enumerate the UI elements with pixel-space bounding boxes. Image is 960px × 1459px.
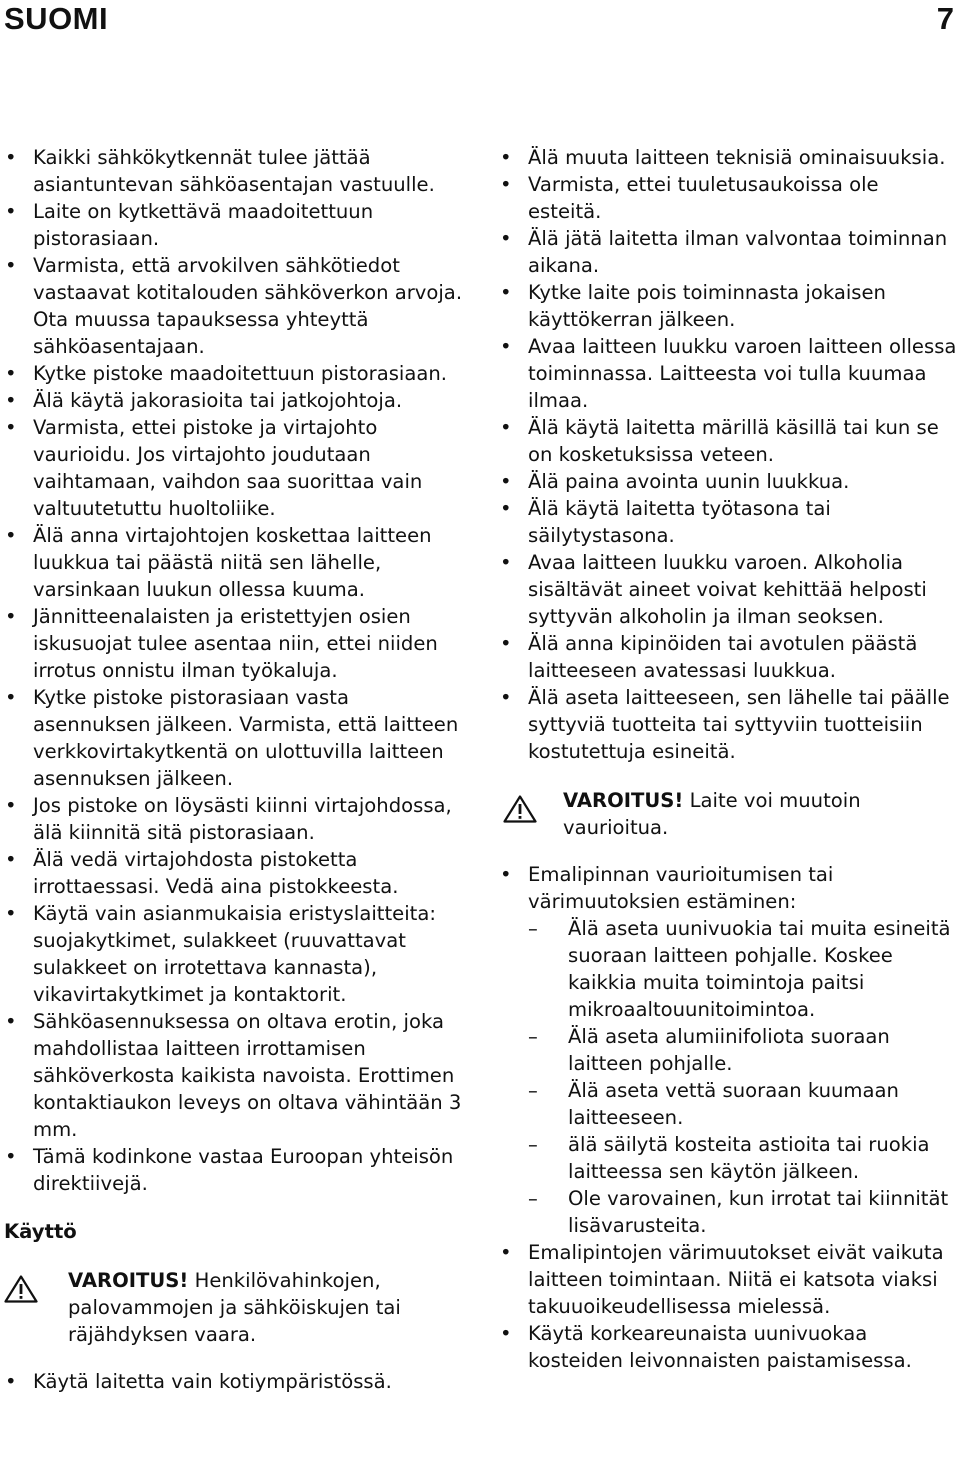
enamel-list bbox=[495, 861, 957, 1374]
safety-list-left bbox=[0, 144, 470, 1197]
list-item: • Sähköasennuksessa on oltava erotin, joka mahdollistaa laitteen irrottamisen sähköverkosta kaikista navoista. Erottimen kontaktiaukon leveys on oltava vähintään 3 mm. bbox=[0, 1008, 470, 1143]
page-number: 7 bbox=[936, 1, 954, 36]
warning-label: VAROITUS! bbox=[68, 1269, 189, 1292]
enamel-subitems bbox=[528, 915, 957, 1239]
warning-triangle-icon bbox=[503, 795, 537, 823]
list-item: • Avaa laitteen luukku varoen. Alkoholia sisältävät aineet voivat kehittää helposti syttyvän alkoholin ja ilman seoksen. bbox=[495, 549, 957, 630]
warning-label: VAROITUS! bbox=[563, 789, 684, 812]
list-item-text: Emalipinnan vaurioitumisen tai värimuutoksien estäminen: bbox=[528, 863, 834, 913]
warning-body: Laite voi muutoin vaurioitua. bbox=[563, 789, 861, 839]
list-item: • Käytä laitetta vain kotiympäristössä. bbox=[0, 1368, 470, 1395]
list-item: • Älä käytä jakorasioita tai jatkojohtoja. bbox=[0, 387, 470, 414]
warning-text bbox=[0, 1267, 470, 1348]
list-item: • Jännitteenalaisten ja eristettyjen osien iskusuojat tulee asentaa niin, ettei niiden irrotus onnistu ilman työkaluja. bbox=[0, 603, 470, 684]
list-item: • Käytä korkeareunaista uunivuokaa kosteiden leivonnaisten paistamisessa. bbox=[495, 1320, 957, 1374]
list-item: • Älä vedä virtajohdosta pistoketta irrottaessasi. Vedä aina pistokkeesta. bbox=[0, 846, 470, 900]
page-header bbox=[0, 0, 960, 38]
list-item: • Älä käytä laitetta työtasona tai säilytystasona. bbox=[495, 495, 957, 549]
list-item: • Tämä kodinkone vastaa Euroopan yhteisön direktiivejä. bbox=[0, 1143, 470, 1197]
sub-list-item: – Älä aseta uunivuokia tai muita esineitä suoraan laitteen pohjalle. Koskee kaikkia muita toimintoja paitsi mikroaaltouunitoimintoa. bbox=[528, 915, 957, 1023]
list-item: • Kytke laite pois toiminnasta jokaisen käyttökerran jälkeen. bbox=[495, 279, 957, 333]
list-item: • Älä anna kipinöiden tai avotulen päästä laitteeseen avatessasi luukkua. bbox=[495, 630, 957, 684]
list-item: • Varmista, ettei tuuletusaukoissa ole esteitä. bbox=[495, 171, 957, 225]
section-heading-usage: Käyttö bbox=[4, 1220, 77, 1243]
list-item: • Älä muuta laitteen teknisiä ominaisuuksia. bbox=[495, 144, 957, 171]
sub-list-item: – Ole varovainen, kun irrotat tai kiinnität lisävarusteita. bbox=[528, 1185, 957, 1239]
sub-list-item: – älä säilytä kosteita astioita tai ruokia laitteessa sen käytön jälkeen. bbox=[528, 1131, 957, 1185]
list-item: • Varmista, että arvokilven sähkötiedot vastaavat kotitalouden sähköverkon arvoja. Ota muussa tapauksessa yhteyttä sähköasentajaan. bbox=[0, 252, 470, 360]
list-item: • Varmista, ettei pistoke ja virtajohto vaurioidu. Jos virtajohto joudutaan vaihtamaan, vaihdon saa suorittaa vain valtuutetuttu huoltoliike. bbox=[0, 414, 470, 522]
left-column bbox=[0, 144, 470, 1395]
list-item: • Älä jätä laitetta ilman valvontaa toiminnan aikana. bbox=[495, 225, 957, 279]
list-item: • Älä anna virtajohtojen koskettaa laitteen luukkua tai päästä niitä sen lähelle, varsinkaan luukun ollessa kuuma. bbox=[0, 522, 470, 603]
language-title: SUOMI bbox=[4, 1, 109, 36]
warning-block bbox=[495, 787, 957, 841]
list-item: • Älä paina avointa uunin luukkua. bbox=[495, 468, 957, 495]
list-item bbox=[495, 861, 957, 1239]
list-item: • Käytä vain asianmukaisia eristyslaitteita: suojakytkimet, sulakkeet (ruuvattavat sulakkeet on irrotettava kannasta), vikavirtakytkimet ja kontaktorit. bbox=[0, 900, 470, 1008]
right-column bbox=[495, 144, 957, 1374]
list-item: • Kytke pistoke pistorasiaan vasta asennuksen jälkeen. Varmista, että laitteen verkkovirtakytkentä on ulottuvilla laitteen asennuksen jälkeen. bbox=[0, 684, 470, 792]
sub-list-item: – Älä aseta alumiinifoliota suoraan laitteen pohjalle. bbox=[528, 1023, 957, 1077]
safety-list-right bbox=[495, 144, 957, 765]
warning-block bbox=[0, 1267, 470, 1348]
list-item: • Avaa laitteen luukku varoen laitteen ollessa toiminnassa. Laitteesta voi tulla kuumaa ilmaa. bbox=[495, 333, 957, 414]
usage-list bbox=[0, 1368, 470, 1395]
list-item: • Älä aseta laitteeseen, sen lähelle tai päälle syttyviä tuotteita tai syttyviin tuotteisiin kostutettuja esineitä. bbox=[495, 684, 957, 765]
list-item: • Älä käytä laitetta märillä käsillä tai kun se on kosketuksissa veteen. bbox=[495, 414, 957, 468]
warning-text bbox=[495, 787, 957, 841]
list-item: • Kaikki sähkökytkennät tulee jättää asiantuntevan sähköasentajan vastuulle. bbox=[0, 144, 470, 198]
list-item: • Kytke pistoke maadoitettuun pistorasiaan. bbox=[0, 360, 470, 387]
list-item: • Laite on kytkettävä maadoitettuun pistorasiaan. bbox=[0, 198, 470, 252]
sub-list-item: – Älä aseta vettä suoraan kuumaan laitteeseen. bbox=[528, 1077, 957, 1131]
warning-body: Henkilövahinkojen, palovammojen ja sähköiskujen tai räjähdyksen vaara. bbox=[68, 1269, 401, 1346]
list-item: • Jos pistoke on löysästi kiinni virtajohdossa, älä kiinnitä sitä pistorasiaan. bbox=[0, 792, 470, 846]
list-item: • Emalipintojen värimuutokset eivät vaikuta laitteen toimintaan. Niitä ei katsota viaksi takuuoikeudellisessa mielessä. bbox=[495, 1239, 957, 1320]
warning-triangle-icon bbox=[4, 1275, 38, 1303]
